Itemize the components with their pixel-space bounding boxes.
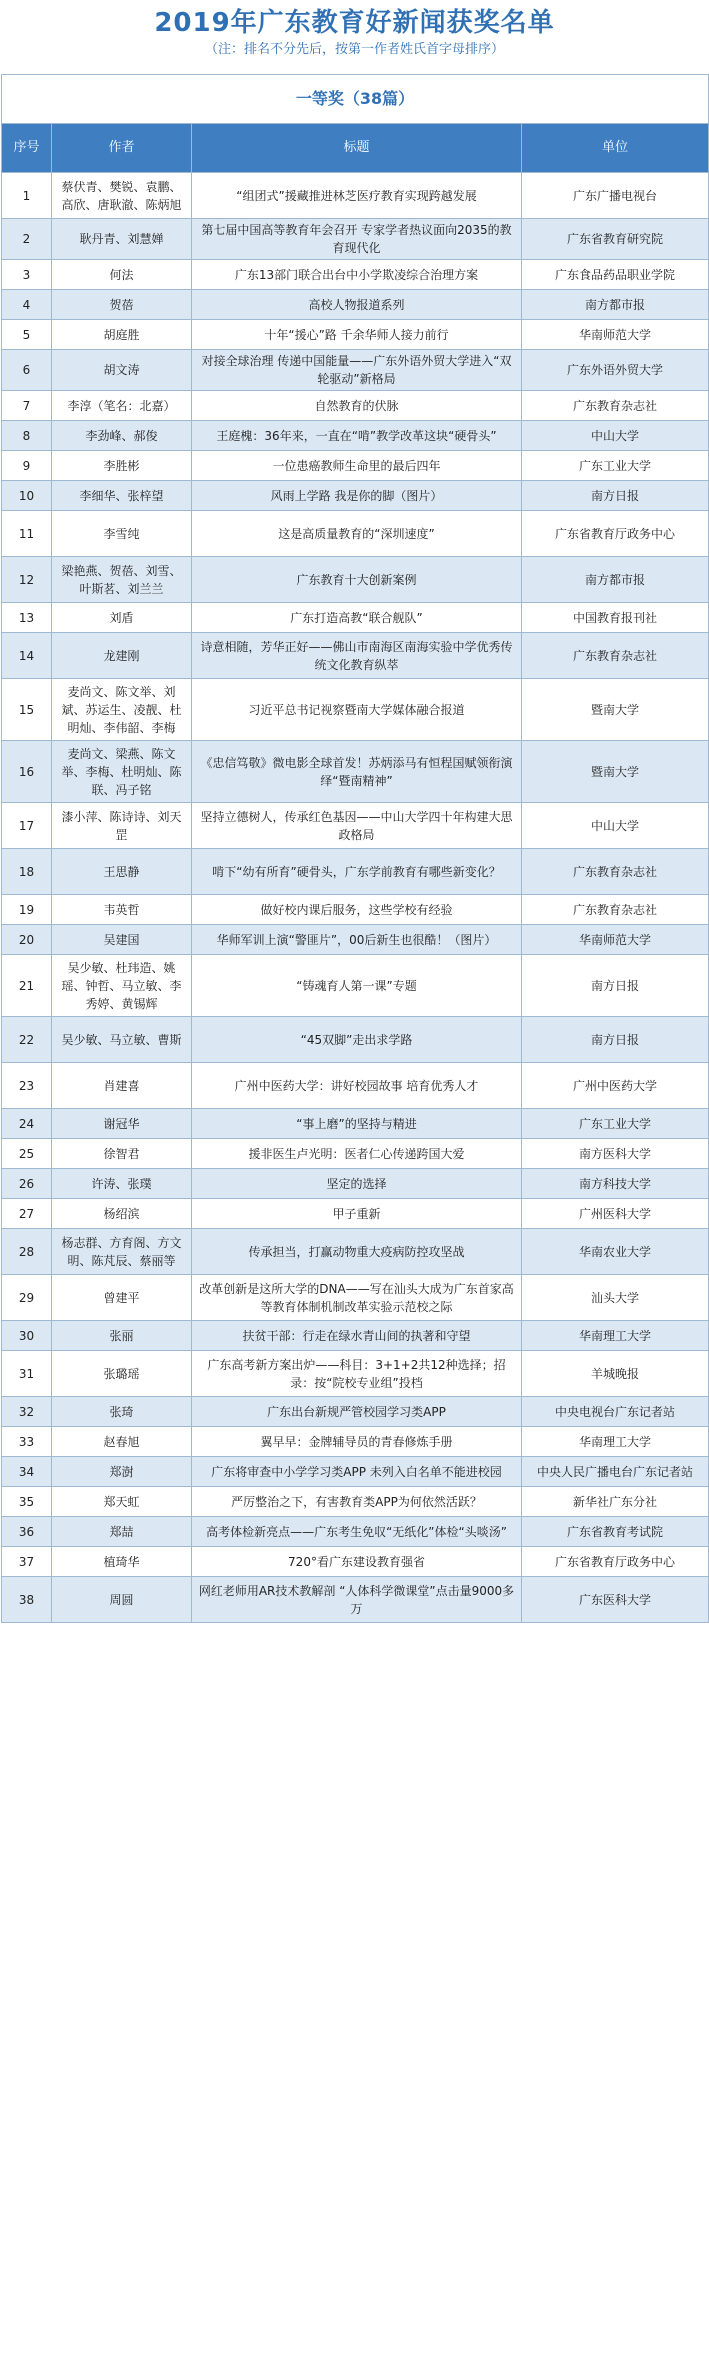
header-title: 标题 (192, 124, 522, 173)
table-row (2, 511, 709, 557)
cell-title: 做好校内课后服务，这些学校有经验 (192, 895, 522, 925)
cell-unit: 南方都市报 (522, 557, 709, 603)
cell-author: 李雪纯 (52, 511, 192, 557)
cell-no: 10 (2, 481, 52, 511)
cell-no: 18 (2, 849, 52, 895)
table-row (2, 1199, 709, 1229)
cell-title: 援非医生卢光明：医者仁心传递跨国大爱 (192, 1139, 522, 1169)
cell-unit: 广东医科大学 (522, 1577, 709, 1623)
cell-unit: 南方都市报 (522, 290, 709, 320)
cell-no: 3 (2, 260, 52, 290)
cell-no: 11 (2, 511, 52, 557)
cell-author: 曾建平 (52, 1275, 192, 1321)
cell-author: 吴少敏、杜玮造、姚瑶、钟哲、马立敏、李秀婷、黄锡辉 (52, 955, 192, 1017)
cell-author: 漆小萍、陈诗诗、刘天罡 (52, 803, 192, 849)
cell-unit: 华南师范大学 (522, 925, 709, 955)
table-row (2, 1351, 709, 1397)
cell-title: 习近平总书记视察暨南大学媒体融合报道 (192, 679, 522, 741)
cell-title: 诗意相随，芳华正好——佛山市南海区南海实验中学优秀传统文化教育纵萃 (192, 633, 522, 679)
title-block (0, 0, 709, 74)
table-row (2, 1275, 709, 1321)
cell-title: 广东教育十大创新案例 (192, 557, 522, 603)
table-row (2, 320, 709, 350)
table-row (2, 260, 709, 290)
cell-no: 6 (2, 350, 52, 391)
cell-author: 郑喆 (52, 1517, 192, 1547)
cell-author: 郑澍 (52, 1457, 192, 1487)
cell-author: 吴建国 (52, 925, 192, 955)
cell-author: 许涛、张璞 (52, 1169, 192, 1199)
cell-author: 李胜彬 (52, 451, 192, 481)
cell-unit: 汕头大学 (522, 1275, 709, 1321)
cell-unit: 羊城晚报 (522, 1351, 709, 1397)
table-row (2, 1229, 709, 1275)
cell-no: 37 (2, 1547, 52, 1577)
cell-unit: 南方日报 (522, 481, 709, 511)
table-row (2, 1169, 709, 1199)
cell-author: 肖建喜 (52, 1063, 192, 1109)
award-table (1, 74, 709, 1623)
cell-title: “铸魂育人第一课”专题 (192, 955, 522, 1017)
cell-no: 27 (2, 1199, 52, 1229)
cell-title: 啃下“幼有所育”硬骨头，广东学前教育有哪些新变化？ (192, 849, 522, 895)
cell-title: “组团式”援藏推进林芝医疗教育实现跨越发展 (192, 173, 522, 219)
cell-unit: 华南师范大学 (522, 320, 709, 350)
header-no: 序号 (2, 124, 52, 173)
cell-no: 32 (2, 1397, 52, 1427)
cell-author: 周圆 (52, 1577, 192, 1623)
cell-title: 广东打造高教“联合舰队” (192, 603, 522, 633)
table-row (2, 955, 709, 1017)
cell-unit: 广东省教育考试院 (522, 1517, 709, 1547)
cell-no: 31 (2, 1351, 52, 1397)
cell-no: 34 (2, 1457, 52, 1487)
table-row (2, 1017, 709, 1063)
cell-no: 24 (2, 1109, 52, 1139)
table-row (2, 679, 709, 741)
cell-no: 14 (2, 633, 52, 679)
page-title: 2019年广东教育好新闻获奖名单 (154, 8, 555, 38)
cell-title: 坚持立德树人，传承红色基因——中山大学四十年构建大思政格局 (192, 803, 522, 849)
cell-unit: 广东外语外贸大学 (522, 350, 709, 391)
cell-no: 36 (2, 1517, 52, 1547)
cell-unit: 暨南大学 (522, 679, 709, 741)
cell-author: 赵春旭 (52, 1427, 192, 1457)
cell-title: 高校人物报道系列 (192, 290, 522, 320)
cell-unit: 广东教育杂志社 (522, 391, 709, 421)
table-row (2, 391, 709, 421)
table-row (2, 350, 709, 391)
cell-author: 张璐瑶 (52, 1351, 192, 1397)
cell-author: 何法 (52, 260, 192, 290)
cell-title: 风雨上学路 我是你的脚（图片） (192, 481, 522, 511)
table-row (2, 803, 709, 849)
header-row (2, 124, 709, 173)
cell-author: 胡文涛 (52, 350, 192, 391)
cell-title: 广东高考新方案出炉——科目：3+1+2共12种选择；招录：按“院校专业组”投档 (192, 1351, 522, 1397)
cell-no: 16 (2, 741, 52, 803)
cell-title: 广东13部门联合出台中小学欺凌综合治理方案 (192, 260, 522, 290)
cell-title: 网红老师用AR技术教解剖 “人体科学微课堂”点击量9000多万 (192, 1577, 522, 1623)
cell-author: 植琦华 (52, 1547, 192, 1577)
cell-author: 李细华、张梓望 (52, 481, 192, 511)
cell-author: 吴少敏、马立敏、曹斯 (52, 1017, 192, 1063)
cell-title: 改革创新是这所大学的DNA——写在汕头大成为广东首家高等教育体制机制改革实验示范校之际 (192, 1275, 522, 1321)
cell-author: 杨绍滨 (52, 1199, 192, 1229)
cell-no: 1 (2, 173, 52, 219)
cell-author: 张琦 (52, 1397, 192, 1427)
cell-title: 这是高质量教育的“深圳速度” (192, 511, 522, 557)
cell-no: 28 (2, 1229, 52, 1275)
cell-title: “事上磨”的坚持与精进 (192, 1109, 522, 1139)
table-row (2, 481, 709, 511)
table-row (2, 633, 709, 679)
cell-title: 720°看广东建设教育强省 (192, 1547, 522, 1577)
cell-title: 高考体检新亮点——广东考生免収“无纸化”体检“头啖汤” (192, 1517, 522, 1547)
cell-no: 26 (2, 1169, 52, 1199)
cell-title: 严厉整治之下，有害教育类APP为何依然活跃？ (192, 1487, 522, 1517)
cell-no: 7 (2, 391, 52, 421)
cell-author: 贺蓓 (52, 290, 192, 320)
table-row (2, 421, 709, 451)
cell-unit: 广东省教育研究院 (522, 219, 709, 260)
cell-title: 翼早早：金牌辅导员的青春修炼手册 (192, 1427, 522, 1457)
cell-no: 8 (2, 421, 52, 451)
table-row (2, 290, 709, 320)
cell-unit: 中央人民广播电台广东记者站 (522, 1457, 709, 1487)
cell-title: 扶贫干部：行走在绿水青山间的执著和守望 (192, 1321, 522, 1351)
cell-no: 25 (2, 1139, 52, 1169)
cell-unit: 华南理工大学 (522, 1427, 709, 1457)
table-row (2, 603, 709, 633)
cell-title: 一位患癌教师生命里的最后四年 (192, 451, 522, 481)
cell-unit: 华南理工大学 (522, 1321, 709, 1351)
cell-no: 23 (2, 1063, 52, 1109)
cell-author: 张丽 (52, 1321, 192, 1351)
cell-no: 5 (2, 320, 52, 350)
cell-unit: 暨南大学 (522, 741, 709, 803)
cell-unit: 广州中医药大学 (522, 1063, 709, 1109)
table-row (2, 451, 709, 481)
cell-no: 4 (2, 290, 52, 320)
table-row (2, 1109, 709, 1139)
cell-author: 麦尚文、陈文举、刘斌、苏运生、凌靓、杜明灿、李伟韶、李梅 (52, 679, 192, 741)
cell-author: 韦英哲 (52, 895, 192, 925)
cell-author: 杨志群、方育阁、方文明、陈芃辰、蔡丽等 (52, 1229, 192, 1275)
cell-title: 广州中医药大学：讲好校园故事 培育优秀人才 (192, 1063, 522, 1109)
table-row (2, 1547, 709, 1577)
cell-unit: 南方日报 (522, 955, 709, 1017)
cell-title: 自然教育的伏脉 (192, 391, 522, 421)
cell-title: 广东将审查中小学学习类APP 未列入白名单不能进校园 (192, 1457, 522, 1487)
header-unit: 单位 (522, 124, 709, 173)
cell-no: 33 (2, 1427, 52, 1457)
table-row (2, 895, 709, 925)
table-row (2, 849, 709, 895)
cell-author: 刘盾 (52, 603, 192, 633)
table-row (2, 1139, 709, 1169)
table-row (2, 1457, 709, 1487)
cell-title: 第七届中国高等教育年会召开 专家学者热议面向2035的教育现代化 (192, 219, 522, 260)
cell-author: 李淳（笔名：北嘉） (52, 391, 192, 421)
cell-title: 甲子重新 (192, 1199, 522, 1229)
cell-no: 19 (2, 895, 52, 925)
cell-unit: 广东工业大学 (522, 1109, 709, 1139)
cell-no: 17 (2, 803, 52, 849)
cell-author: 徐智君 (52, 1139, 192, 1169)
cell-author: 麦尚文、梁燕、陈文举、李梅、杜明灿、陈联、冯子铭 (52, 741, 192, 803)
cell-author: 王思静 (52, 849, 192, 895)
table-row (2, 219, 709, 260)
cell-unit: 中山大学 (522, 421, 709, 451)
cell-unit: 南方科技大学 (522, 1169, 709, 1199)
cell-unit: 华南农业大学 (522, 1229, 709, 1275)
cell-unit: 新华社广东分社 (522, 1487, 709, 1517)
table-row (2, 1577, 709, 1623)
table-row (2, 173, 709, 219)
table-row (2, 1517, 709, 1547)
cell-unit: 中国教育报刊社 (522, 603, 709, 633)
cell-unit: 广东教育杂志社 (522, 895, 709, 925)
cell-author: 耿丹青、刘慧婵 (52, 219, 192, 260)
table-row (2, 1063, 709, 1109)
category-row (2, 75, 709, 124)
page-subtitle: （注：排名不分先后，按第一作者姓氏首字母排序） (204, 42, 504, 57)
cell-title: 坚定的选择 (192, 1169, 522, 1199)
cell-unit: 广东教育杂志社 (522, 633, 709, 679)
cell-author: 谢冠华 (52, 1109, 192, 1139)
cell-unit: 广东省教育厅政务中心 (522, 511, 709, 557)
cell-no: 15 (2, 679, 52, 741)
cell-title: 对接全球治理 传递中国能量——广东外语外贸大学进入“双轮驱动”新格局 (192, 350, 522, 391)
cell-author: 胡庭胜 (52, 320, 192, 350)
cell-no: 22 (2, 1017, 52, 1063)
cell-unit: 中山大学 (522, 803, 709, 849)
cell-title: 广东出台新规严管校园学习类APP (192, 1397, 522, 1427)
cell-no: 20 (2, 925, 52, 955)
cell-title: 华师军训上演“警匪片”，00后新生也很酷！（图片） (192, 925, 522, 955)
cell-unit: 广东广播电视台 (522, 173, 709, 219)
table-row (2, 741, 709, 803)
cell-author: 龙建刚 (52, 633, 192, 679)
cell-unit: 中央电视台广东记者站 (522, 1397, 709, 1427)
table-row (2, 1427, 709, 1457)
header-author: 作者 (52, 124, 192, 173)
cell-no: 21 (2, 955, 52, 1017)
cell-no: 2 (2, 219, 52, 260)
cell-unit: 广东工业大学 (522, 451, 709, 481)
table-row (2, 557, 709, 603)
cell-no: 30 (2, 1321, 52, 1351)
cell-no: 38 (2, 1577, 52, 1623)
cell-title: 十年“援心”路 千余华师人接力前行 (192, 320, 522, 350)
table-row (2, 1397, 709, 1427)
cell-unit: 南方日报 (522, 1017, 709, 1063)
cell-unit: 南方医科大学 (522, 1139, 709, 1169)
cell-no: 13 (2, 603, 52, 633)
cell-no: 9 (2, 451, 52, 481)
cell-author: 梁艳燕、贺蓓、刘雪、叶斯茗、刘兰兰 (52, 557, 192, 603)
table-row (2, 925, 709, 955)
table-row (2, 1321, 709, 1351)
table-body (2, 173, 709, 1623)
cell-unit: 广东省教育厅政务中心 (522, 1547, 709, 1577)
cell-author: 郑天虹 (52, 1487, 192, 1517)
cell-no: 29 (2, 1275, 52, 1321)
cell-author: 李劲峰、郝俊 (52, 421, 192, 451)
cell-unit: 广东教育杂志社 (522, 849, 709, 895)
cell-title: 传承担当，打赢动物重大疫病防控攻坚战 (192, 1229, 522, 1275)
cell-no: 35 (2, 1487, 52, 1517)
cell-title: 王庭槐：36年来，一直在“啃”教学改革这块“硬骨头” (192, 421, 522, 451)
cell-title: 《忠信笃敬》微电影全球首发！苏炳添马有恒程国赋领衔演绎“暨南精神” (192, 741, 522, 803)
cell-unit: 广东食品药品职业学院 (522, 260, 709, 290)
cell-title: “45双脚”走出求学路 (192, 1017, 522, 1063)
cell-no: 12 (2, 557, 52, 603)
category-label: 一等奖（38篇） (2, 75, 709, 124)
cell-unit: 广州医科大学 (522, 1199, 709, 1229)
cell-author: 蔡伏青、樊锐、袁鹏、高欣、唐耿澈、陈炳旭 (52, 173, 192, 219)
table-row (2, 1487, 709, 1517)
